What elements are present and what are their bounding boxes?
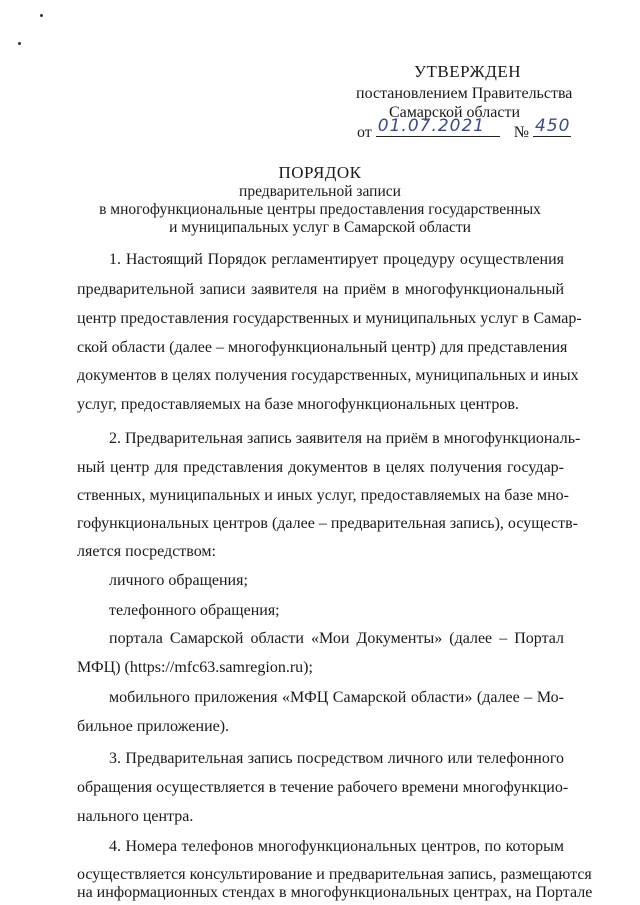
- number-label: №: [513, 124, 530, 141]
- body-line: предварительной записи заявителя на приём в многофункциональный: [77, 281, 564, 298]
- date-field: [376, 116, 500, 137]
- approval-heading: УТВЕРЖДЕН: [414, 62, 521, 81]
- document-subtitle-1: предварительной записи: [239, 183, 401, 200]
- body-line: МФЦ) (https://mfc63.samregion.ru);: [77, 659, 313, 676]
- handwritten-date: 01.07.2021: [377, 116, 486, 136]
- handwritten-number: 450: [535, 116, 571, 136]
- body-line: 3. Предварительная запись посредством личного или телефонного: [109, 750, 564, 767]
- body-line: портала Самарской области «Мои Документы» (далее – Портал: [109, 630, 564, 647]
- approval-date-line: [357, 116, 571, 142]
- approval-line-1: постановлением Правительства: [356, 85, 573, 102]
- document-title: ПОРЯДОК: [278, 163, 362, 182]
- body-line: телефонного обращения;: [109, 602, 280, 619]
- body-line: ный центр для представления документов в целях получения государ-: [77, 459, 564, 476]
- body-line: 4. Номера телефонов многофункциональных центров, по которым: [109, 838, 564, 855]
- scan-mark: [18, 42, 21, 45]
- body-line: центр предоставления государственных и муниципальных услуг в Самар-: [77, 310, 582, 327]
- date-from-label: от: [357, 124, 372, 141]
- body-line: ственных, муниципальных и иных услуг, предоставляемых на базе мно-: [77, 487, 569, 504]
- document-subtitle-3: и муниципальных услуг в Самарской области: [169, 219, 471, 236]
- body-line: гофункциональных центров (далее – предварительная запись), осуществ-: [77, 515, 579, 532]
- scan-mark: [40, 14, 43, 17]
- body-line: бильное приложение).: [77, 718, 230, 735]
- body-line: ской области (далее – многофункциональный центр) для представления: [77, 339, 568, 356]
- body-line: на информационных стендах в многофункциональных центрах, на Портале: [77, 884, 593, 901]
- body-line: 1. Настоящий Порядок регламентирует процедуру осуществления: [109, 251, 564, 268]
- approval-line-2: Самарской области: [389, 104, 520, 121]
- body-line: документов в целях получения государственных, муниципальных и иных: [77, 367, 579, 384]
- body-line: осуществляется консультирование и предварительная запись, размещаются: [77, 866, 592, 883]
- body-line: услуг, предоставляемых на базе многофункциональных центров.: [77, 396, 519, 413]
- body-line: мобильного приложения «МФЦ Самарской области» (далее – Мо-: [109, 689, 564, 706]
- body-line: 2. Предварительная запись заявителя на приём в многофункциональ-: [109, 430, 581, 447]
- body-line: нального центра.: [77, 808, 194, 825]
- body-line: обращения осуществляется в течение рабочего времени многофункцио-: [77, 779, 569, 796]
- number-field: [533, 116, 571, 137]
- body-line: личного обращения;: [109, 572, 248, 589]
- body-line: ляется посредством:: [77, 543, 216, 560]
- document-subtitle-2: в многофункциональные центры предоставления государственных: [99, 201, 541, 218]
